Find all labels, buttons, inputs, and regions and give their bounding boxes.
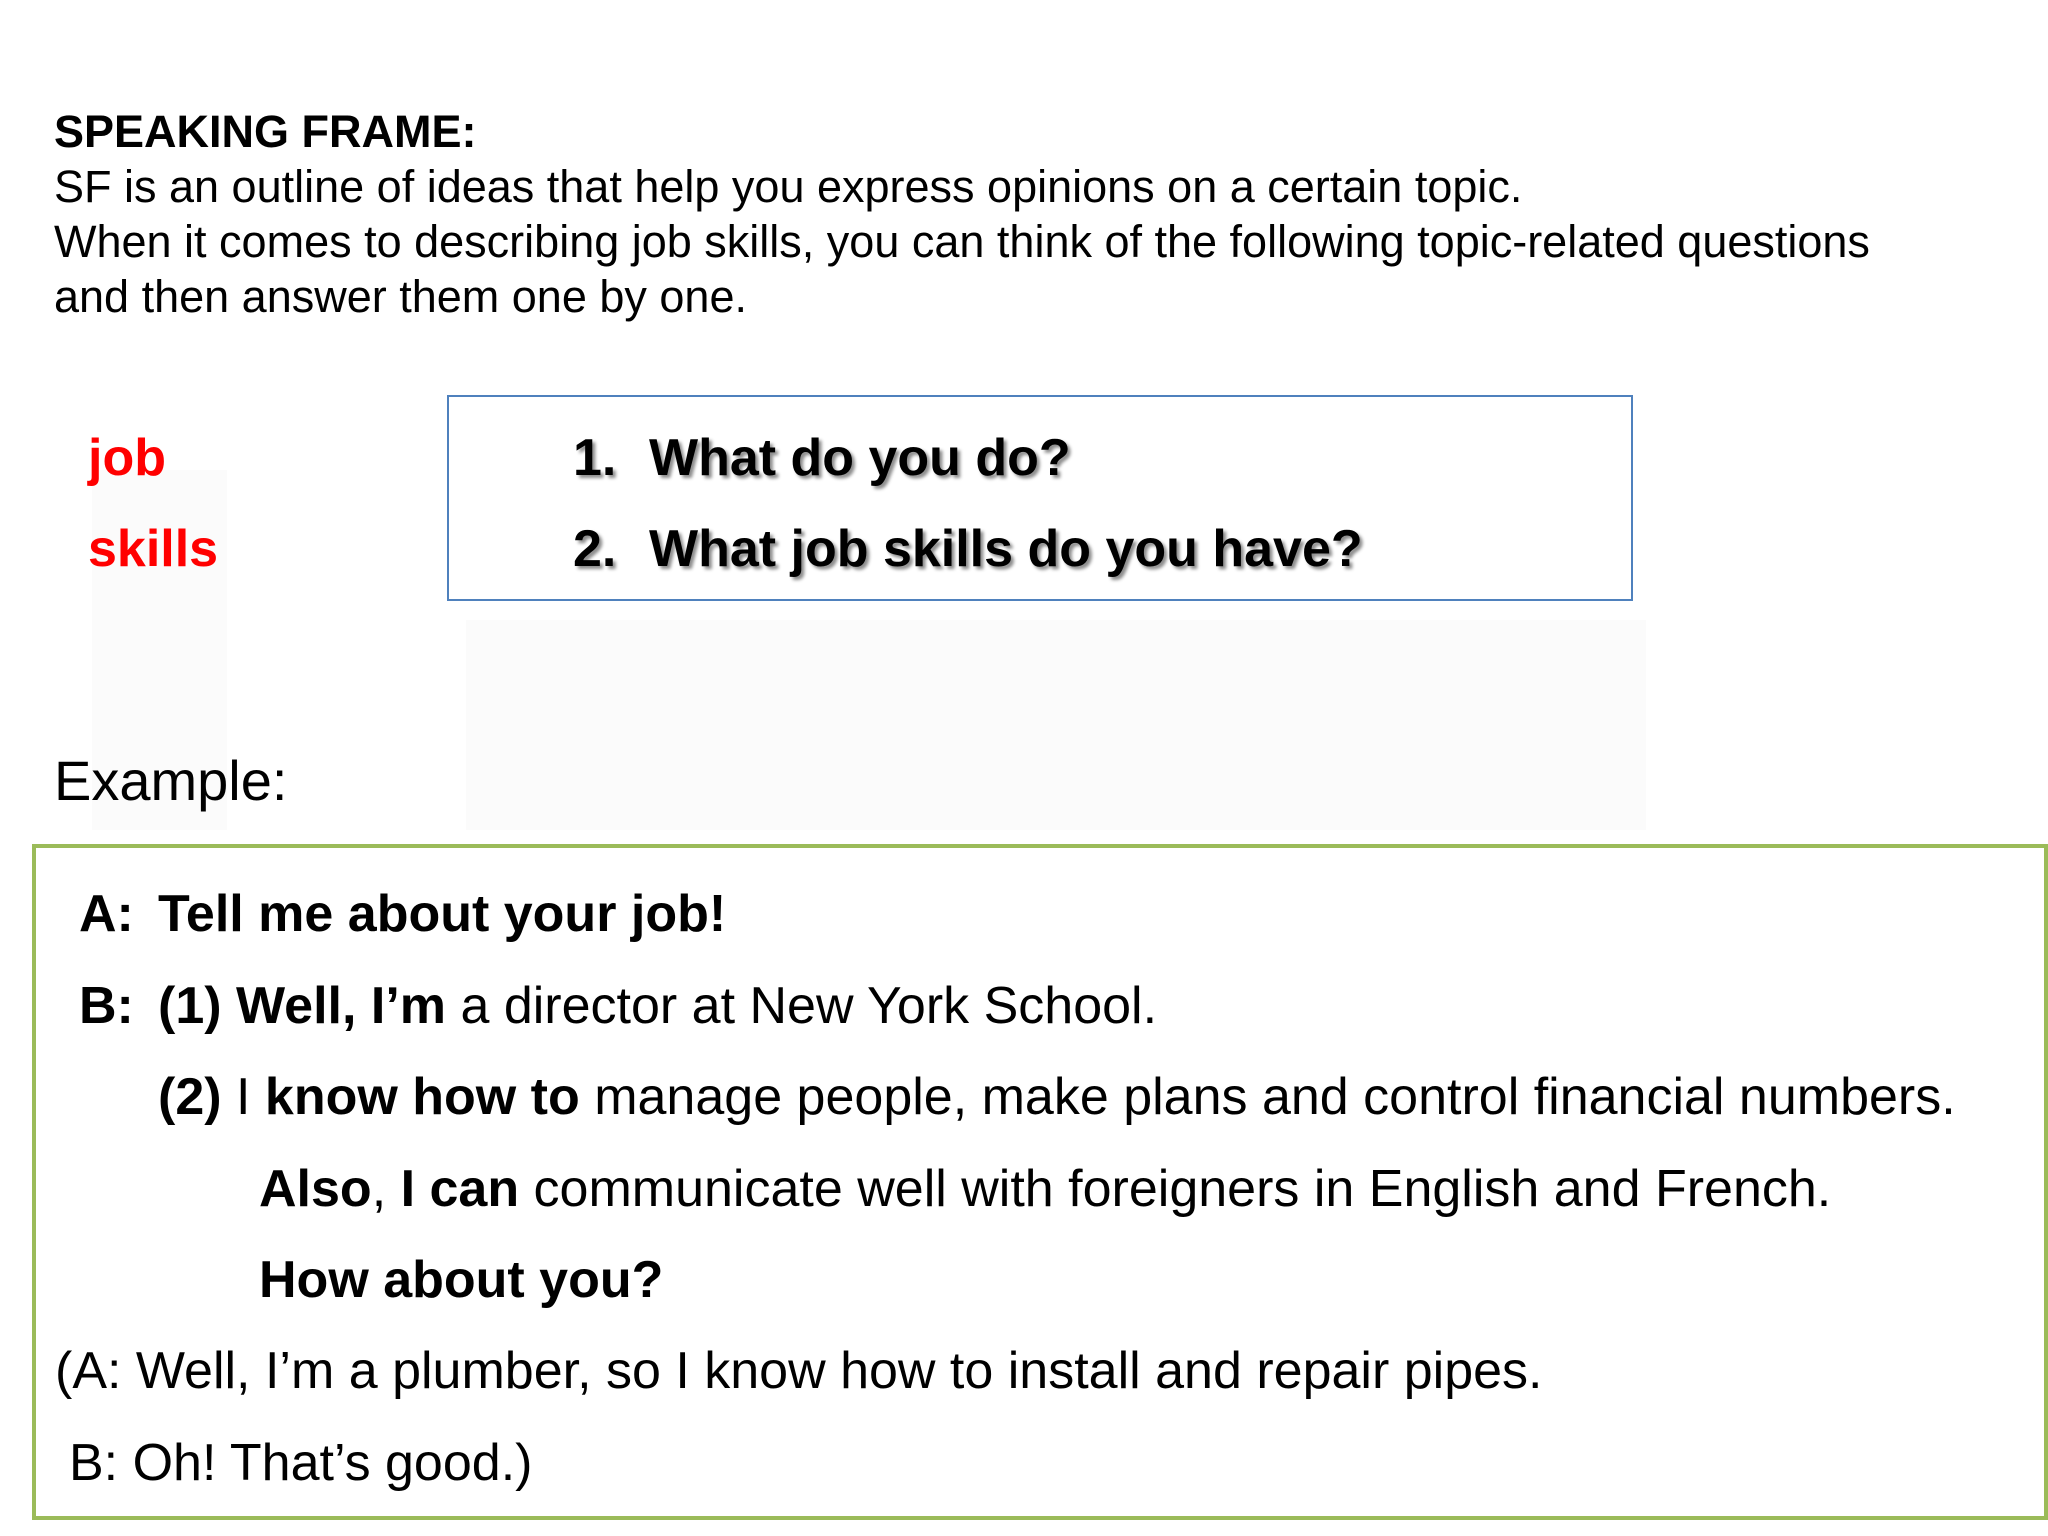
b-bold-i-can: I can (400, 1160, 520, 1218)
example-label: Example: (54, 749, 288, 812)
b-rest-3: communicate well with foreigners in English and French. (519, 1160, 1832, 1218)
intro-line-3: and then answer them one by one. (54, 271, 747, 322)
b-rest-2: manage people, make plans and control financial numbers. (579, 1068, 1956, 1126)
intro-line-1: SF is an outline of ideas that help you express opinions on a certain topic. (54, 161, 1523, 212)
question-1-number: 1. (573, 429, 617, 487)
reply-line-b: B: Oh! That’s good.) (69, 1434, 533, 1492)
speaker-a: A: (79, 885, 134, 943)
question-2 (573, 519, 1363, 579)
dialog-line-b1 (79, 976, 1157, 1036)
b-rest-1: a director at New York School. (446, 977, 1158, 1035)
a-line-text: Tell me about your job! (158, 885, 727, 943)
b-how-about-you: How about you? (259, 1251, 664, 1309)
question-2-number: 2. (573, 520, 617, 578)
dialog-line-b2 (158, 1067, 1956, 1127)
question-2-text: What job skills do you have? (649, 520, 1363, 578)
faint-panel-right (466, 620, 1646, 830)
speaker-b: B: (79, 977, 134, 1035)
dialog-line-b3 (259, 1159, 1831, 1219)
intro-line-2: When it comes to describing job skills, you can think of the following topic-related questions (54, 216, 1870, 267)
b-marker-2: (2) (158, 1068, 222, 1126)
question-1-text: What do you do? (649, 429, 1071, 487)
question-1 (573, 428, 1071, 488)
topic-word-skills: skills (88, 520, 219, 578)
b-bold-also: Also (259, 1160, 372, 1218)
question-box (447, 395, 1633, 601)
b-bold-well-im: Well, I’m (236, 977, 446, 1035)
b-marker-1: (1) (158, 977, 222, 1035)
b-i: I (221, 1068, 265, 1126)
reply-line-a: (A: Well, I’m a plumber, so I know how to install and repair pipes. (55, 1342, 1543, 1400)
dialog-line-a (79, 884, 726, 944)
topic-word-job: job (88, 429, 166, 487)
dialog-line-b4 (259, 1250, 663, 1310)
b-comma: , (371, 1160, 401, 1218)
example-dialog-box (32, 844, 2048, 1520)
speaking-frame-title: SPEAKING FRAME: (54, 106, 477, 157)
speaking-frame-intro (54, 104, 2014, 324)
b-bold-know-how-to: know how to (264, 1068, 580, 1126)
